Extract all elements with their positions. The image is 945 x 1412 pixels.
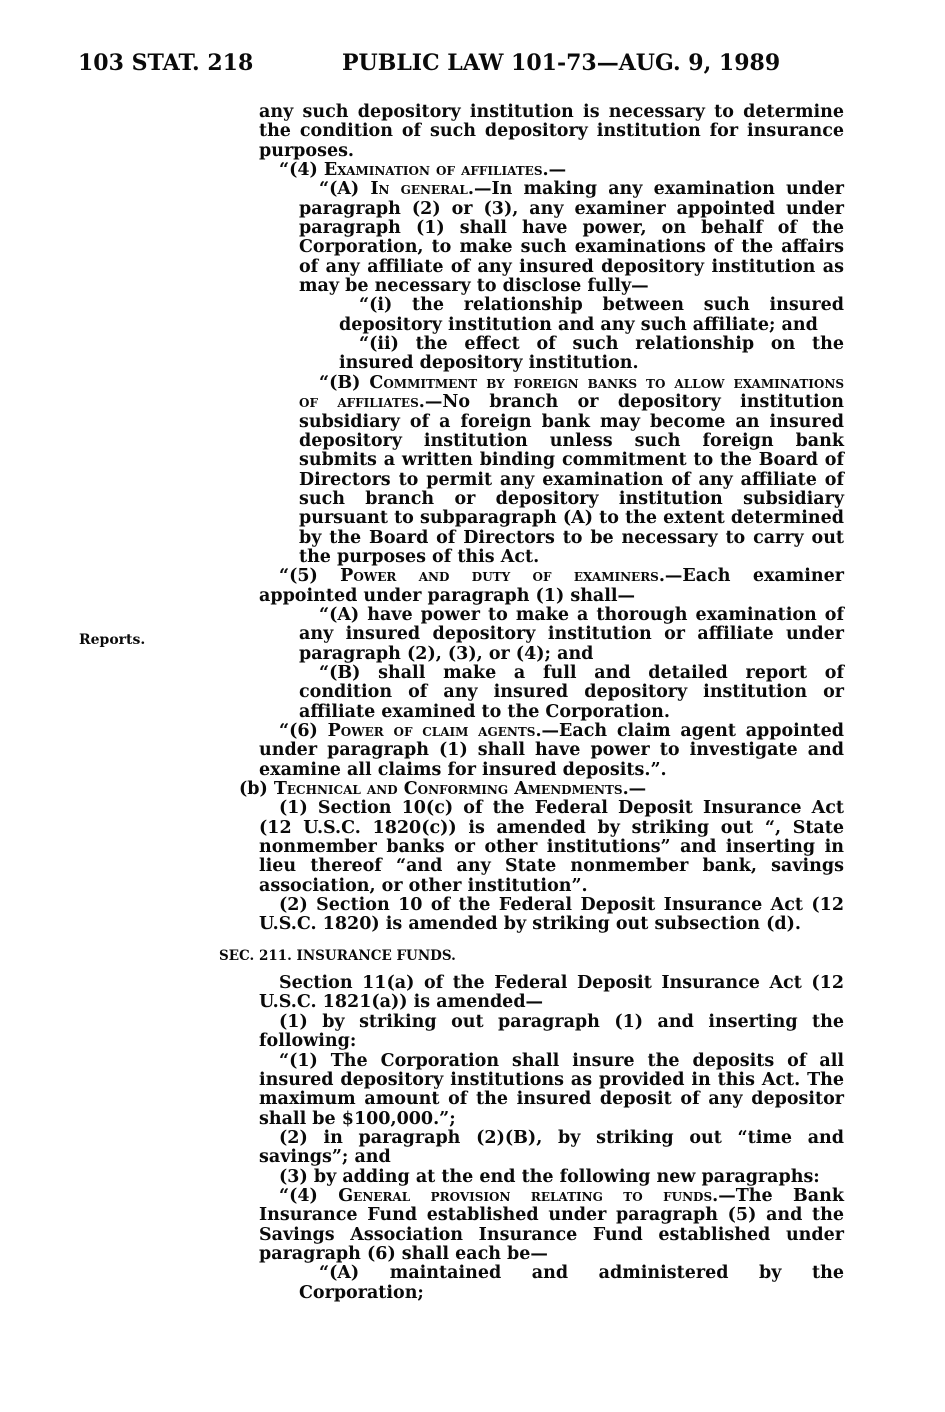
paragraph-prefix: “(6) [279,721,328,741]
paragraph: (1) by striking out paragraph (1) and inserting the following: [259,1011,844,1052]
paragraph-prefix: “(5) [279,566,341,587]
paragraph-prefix: “(B) [319,372,370,393]
paragraph-prefix: (b) [239,779,274,800]
paragraph [259,567,844,606]
paragraph-prefix: “(A) [319,179,371,200]
paragraph-text: .—In making any examination under paragraph (2) or (3), any examiner appointed under paragraph (1) shall have power, on behalf of the Corporation, to make such examinations of the affairs of any affiliate of any insured depository institution as may be necessary to disclose fully— [299,179,844,297]
paragraph-heading: Technical and Conforming Amendments [273,779,623,800]
section-heading: SEC. 211. INSURANCE FUNDS. [219,947,456,964]
paragraph-text: .—The Bank Insurance Fund established under paragraph (5) and the Savings Association Insurance Fund established under paragraph (6) shall each be— [259,1185,844,1264]
paragraph [259,722,844,780]
paragraph: any such depository institution is necessary to determine the condition of such depository institution for insurance purposes. [259,102,844,161]
paragraph: “(1) The Corporation shall insure the deposits of all insured depository institutions as provided in this Act. The maximum amount of the insured deposit of any depositor shall be $100,000.”; [259,1050,844,1129]
paragraph-suffix: .— [622,779,647,800]
paragraph: “(A) maintained and administered by the Corporation; [299,1263,844,1303]
paragraph-suffix: .— [542,160,567,181]
stat-page-number: 103 STAT. 218 [78,50,254,76]
paragraph: “(i) the relationship between such insured depository institution and any such affiliate; and [339,295,844,335]
paragraph: (3) by adding at the end the following new paragraphs: [279,1166,820,1187]
paragraph-heading: Commitment by foreign banks to allow examinations of affiliates [299,372,844,413]
paragraph-heading: General provision relating to funds [338,1185,713,1206]
paragraph-text: .—Each examiner appointed under paragraph (1) shall— [259,566,845,606]
paragraph-heading: In general [370,179,468,200]
paragraph-heading: Power of claim agents [327,721,536,741]
paragraph [239,780,844,799]
margin-note-reports: Reports. [79,632,146,648]
paragraph: (2) Section 10 of the Federal Deposit Insurance Act (12 U.S.C. 1820) is amended by striking out subsection (d). [259,895,844,935]
paragraph: “(ii) the effect of such relationship on the insured depository institution. [339,334,844,374]
paragraph: “(B) shall make a full and detailed report of condition of any insured depository institution or affiliate examined to the Corporation. [299,662,844,722]
paragraph [259,374,844,567]
paragraph: Section 11(a) of the Federal Deposit Insurance Act (12 U.S.C. 1821(a)) is amended— [259,973,844,1013]
paragraph [259,180,844,296]
paragraph-heading: Power and duty of examiners [340,566,659,587]
paragraph-heading: Examination of affiliates [323,160,543,181]
page-title: PUBLIC LAW 101-73—AUG. 9, 1989 [342,50,781,76]
paragraph-prefix: “(4) [279,160,324,181]
paragraph: (2) in paragraph (2)(B), by striking out “time and savings”; and [259,1127,844,1168]
paragraph [259,1187,844,1264]
paragraph-text: .—No branch or depository institution subsidiary of a foreign bank may become an insured depository institution unless such foreign bank submits a written binding commitment to the Board of Directors to permit any examination of any affiliate of such branch or depository institution subsidiary pursuant to subparagraph (A) to the extent determined by the Board of Directors to be necessary to carry out the purposes of this Act. [299,392,844,567]
paragraph: (1) Section 10(c) of the Federal Deposit Insurance Act (12 U.S.C. 1820(c)) is amended by striking out “, State nonmember banks or other institutions” and inserting in lieu thereof “and any State nonmember bank, savings association, or other institution”. [259,798,844,896]
paragraph-prefix: “(4) [279,1185,339,1206]
paragraph [259,161,844,180]
paragraph-text: .—Each claim agent appointed under paragraph (1) shall have power to investigate and examine all claims for insured deposits.”. [259,721,844,780]
body-text [219,102,845,1303]
paragraph: “(A) have power to make a thorough examination of any insured depository institution or affiliate under paragraph (2), (3), or (4); and [299,604,844,664]
